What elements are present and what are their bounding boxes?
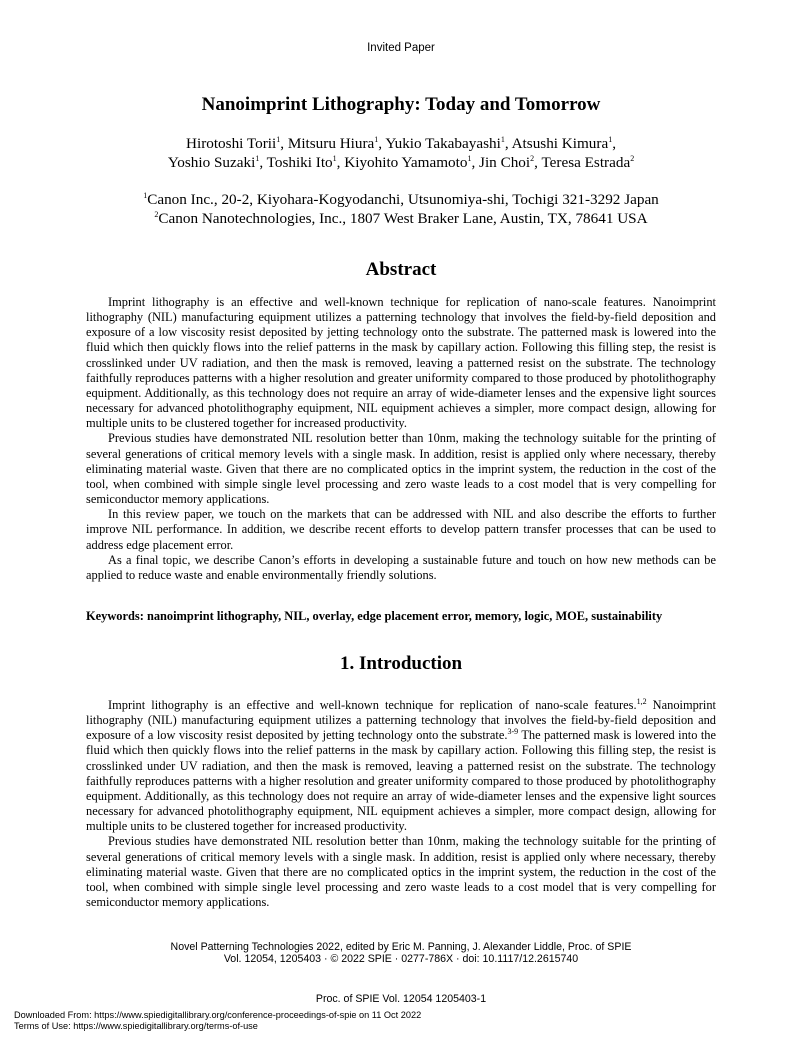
author: Yoshio Suzaki$^1$, <box>167 153 267 171</box>
keywords-list: nanoimprint lithography, NIL, overlay, edge placement error, memory, logic, MOE, sustainability <box>146 609 663 623</box>
citation-footnote: Novel Patterning Technologies 2022, edited by Eric M. Panning, J. Alexander Liddle, Proc. of SPIE Vol. 12054, 1205403 · © 2022 SPIE · 0277-786X · doi: 10.1117/12.2615740 <box>170 941 632 965</box>
author-line-2 <box>0 153 802 172</box>
author: Atsushi Kimura$^1$, <box>511 134 616 152</box>
author-line-1 <box>0 134 802 153</box>
introduction-body <box>86 698 716 910</box>
running-header: Invited Paper <box>367 42 435 54</box>
abstract-paragraph: Previous studies have demonstrated NIL resolution better than 10nm, making the technology suitable for the printing of several generations of critical memory levels with a single mask. In addition, resist is applied only where necessary, thereby eliminating material waste. Given that there are no complicated optics in the imprint system, the reduction in the cost of the tool, when combined with simple single level processing and zero waste leads to a cost model that is very compelling for semiconductor memory applications. <box>86 431 716 507</box>
author: Teresa Estrada$^2$ <box>541 153 635 171</box>
section-heading-introduction: 1. Introduction <box>339 653 463 674</box>
author: Mitsuru Hiura$^1$, <box>287 134 386 152</box>
author: Yukio Takabayashi$^1$, <box>385 134 512 152</box>
citation-ref: 1,2 <box>636 696 647 706</box>
affiliation: $^1$Canon Inc., 20-2, Kiyohara-Kogyodanchi, Utsunomiya-shi, Tochigi 321-3292 Japan <box>143 190 659 208</box>
author-list <box>0 134 802 172</box>
author: Jin Choi$^2$, <box>479 153 542 171</box>
keywords-label: Keywords: <box>86 609 144 623</box>
abstract-paragraph: As a final topic, we describe Canon’s efforts in developing a sustainable future and touch on how new methods can be applied to reduce waste and enable environmentally friendly solutions. <box>86 552 716 582</box>
download-notice: Downloaded From: https://www.spiedigitallibrary.org/conference-proceedings-of-spie on 11 Oct 2022 Terms of Use: https://www.spiedigitallibrary.org/terms-of-use <box>14 1010 422 1031</box>
abstract-heading: Abstract <box>365 259 437 280</box>
citation-ref: 3-9 <box>507 727 519 737</box>
paper-title: Nanoimprint Lithography: Today and Tomorrow <box>201 94 601 115</box>
affiliation: $^2$Canon Nanotechnologies, Inc., 1807 West Braker Lane, Austin, TX, 78641 USA <box>154 209 648 227</box>
author: Toshiki Ito$^1$, <box>266 153 345 171</box>
abstract-body <box>86 295 716 583</box>
introduction-paragraph: Previous studies have demonstrated NIL resolution better than 10nm, making the technology suitable for the printing of several generations of critical memory levels with a single mask. In addition, resist is applied only where necessary, thereby eliminating material waste. Given that there are no complicated optics in the imprint system, the reduction in the cost of the tool, when combined with simple single level processing and zero waste leads to a cost model that is very compelling for semiconductor memory applications. <box>86 834 716 910</box>
author: Hirotoshi Torii$^1$, <box>186 134 288 152</box>
keywords <box>86 609 726 624</box>
author: Kiyohito Yamamoto$^1$, <box>344 153 480 171</box>
abstract-paragraph: Imprint lithography is an effective and well-known technique for replication of nano-scale features. Nanoimprint lithography (NIL) manufacturing equipment utilizes a patterning technology that involves the field-by-field deposition and exposure of a low viscosity resist deposited by jetting technology onto the substrate. The patterned mask is lowered into the fluid which then quickly flows into the relief patterns in the mask by capillary action. Following this filling step, the resist is crosslinked under UV radiation, and then the mask is removed, leaving a patterned resist on the substrate. The technology faithfully reproduces patterns with a higher resolution and greater uniformity compared to those produced by photolithography equipment. Additionally, as this technology does not require an array of wide-diameter lenses and the expensive light sources necessary for advanced photolithography equipment, NIL equipment achieves a simpler, more compact design, allowing for multiple units to be clustered together for increased productivity. <box>86 295 716 431</box>
affiliations <box>0 190 802 228</box>
introduction-paragraph: Imprint lithography is an effective and well-known technique for replication of nano-scale features.$^{1,2}$ Nanoimprint lithography (NIL) manufacturing equipment utilizes a patterning technology that involves the field-by-field deposition and exposure of a low viscosity resist deposited by jetting technology onto the substrate.$^{3-9}$ The patterned mask is lowered into the fluid which then quickly flows into the relief patterns in the mask by capillary action. Following this filling step, the resist is crosslinked under UV radiation, and then the mask is removed, leaving a patterned resist on the substrate. The technology faithfully reproduces patterns with a higher resolution and greater uniformity compared to those produced by photolithography equipment. Additionally, as this technology does not require an array of wide-diameter lenses and the expensive light sources necessary for advanced photolithography equipment, NIL equipment achieves a simpler, more compact design, allowing for multiple units to be clustered together for increased productivity. <box>86 696 717 834</box>
page-reference: Proc. of SPIE Vol. 12054 1205403-1 <box>315 993 487 1005</box>
abstract-paragraph: In this review paper, we touch on the markets that can be addressed with NIL and also describe the efforts to further improve NIL performance. In addition, we describe recent efforts to develop pattern transfer processes that can be used to address edge placement error. <box>86 507 716 552</box>
